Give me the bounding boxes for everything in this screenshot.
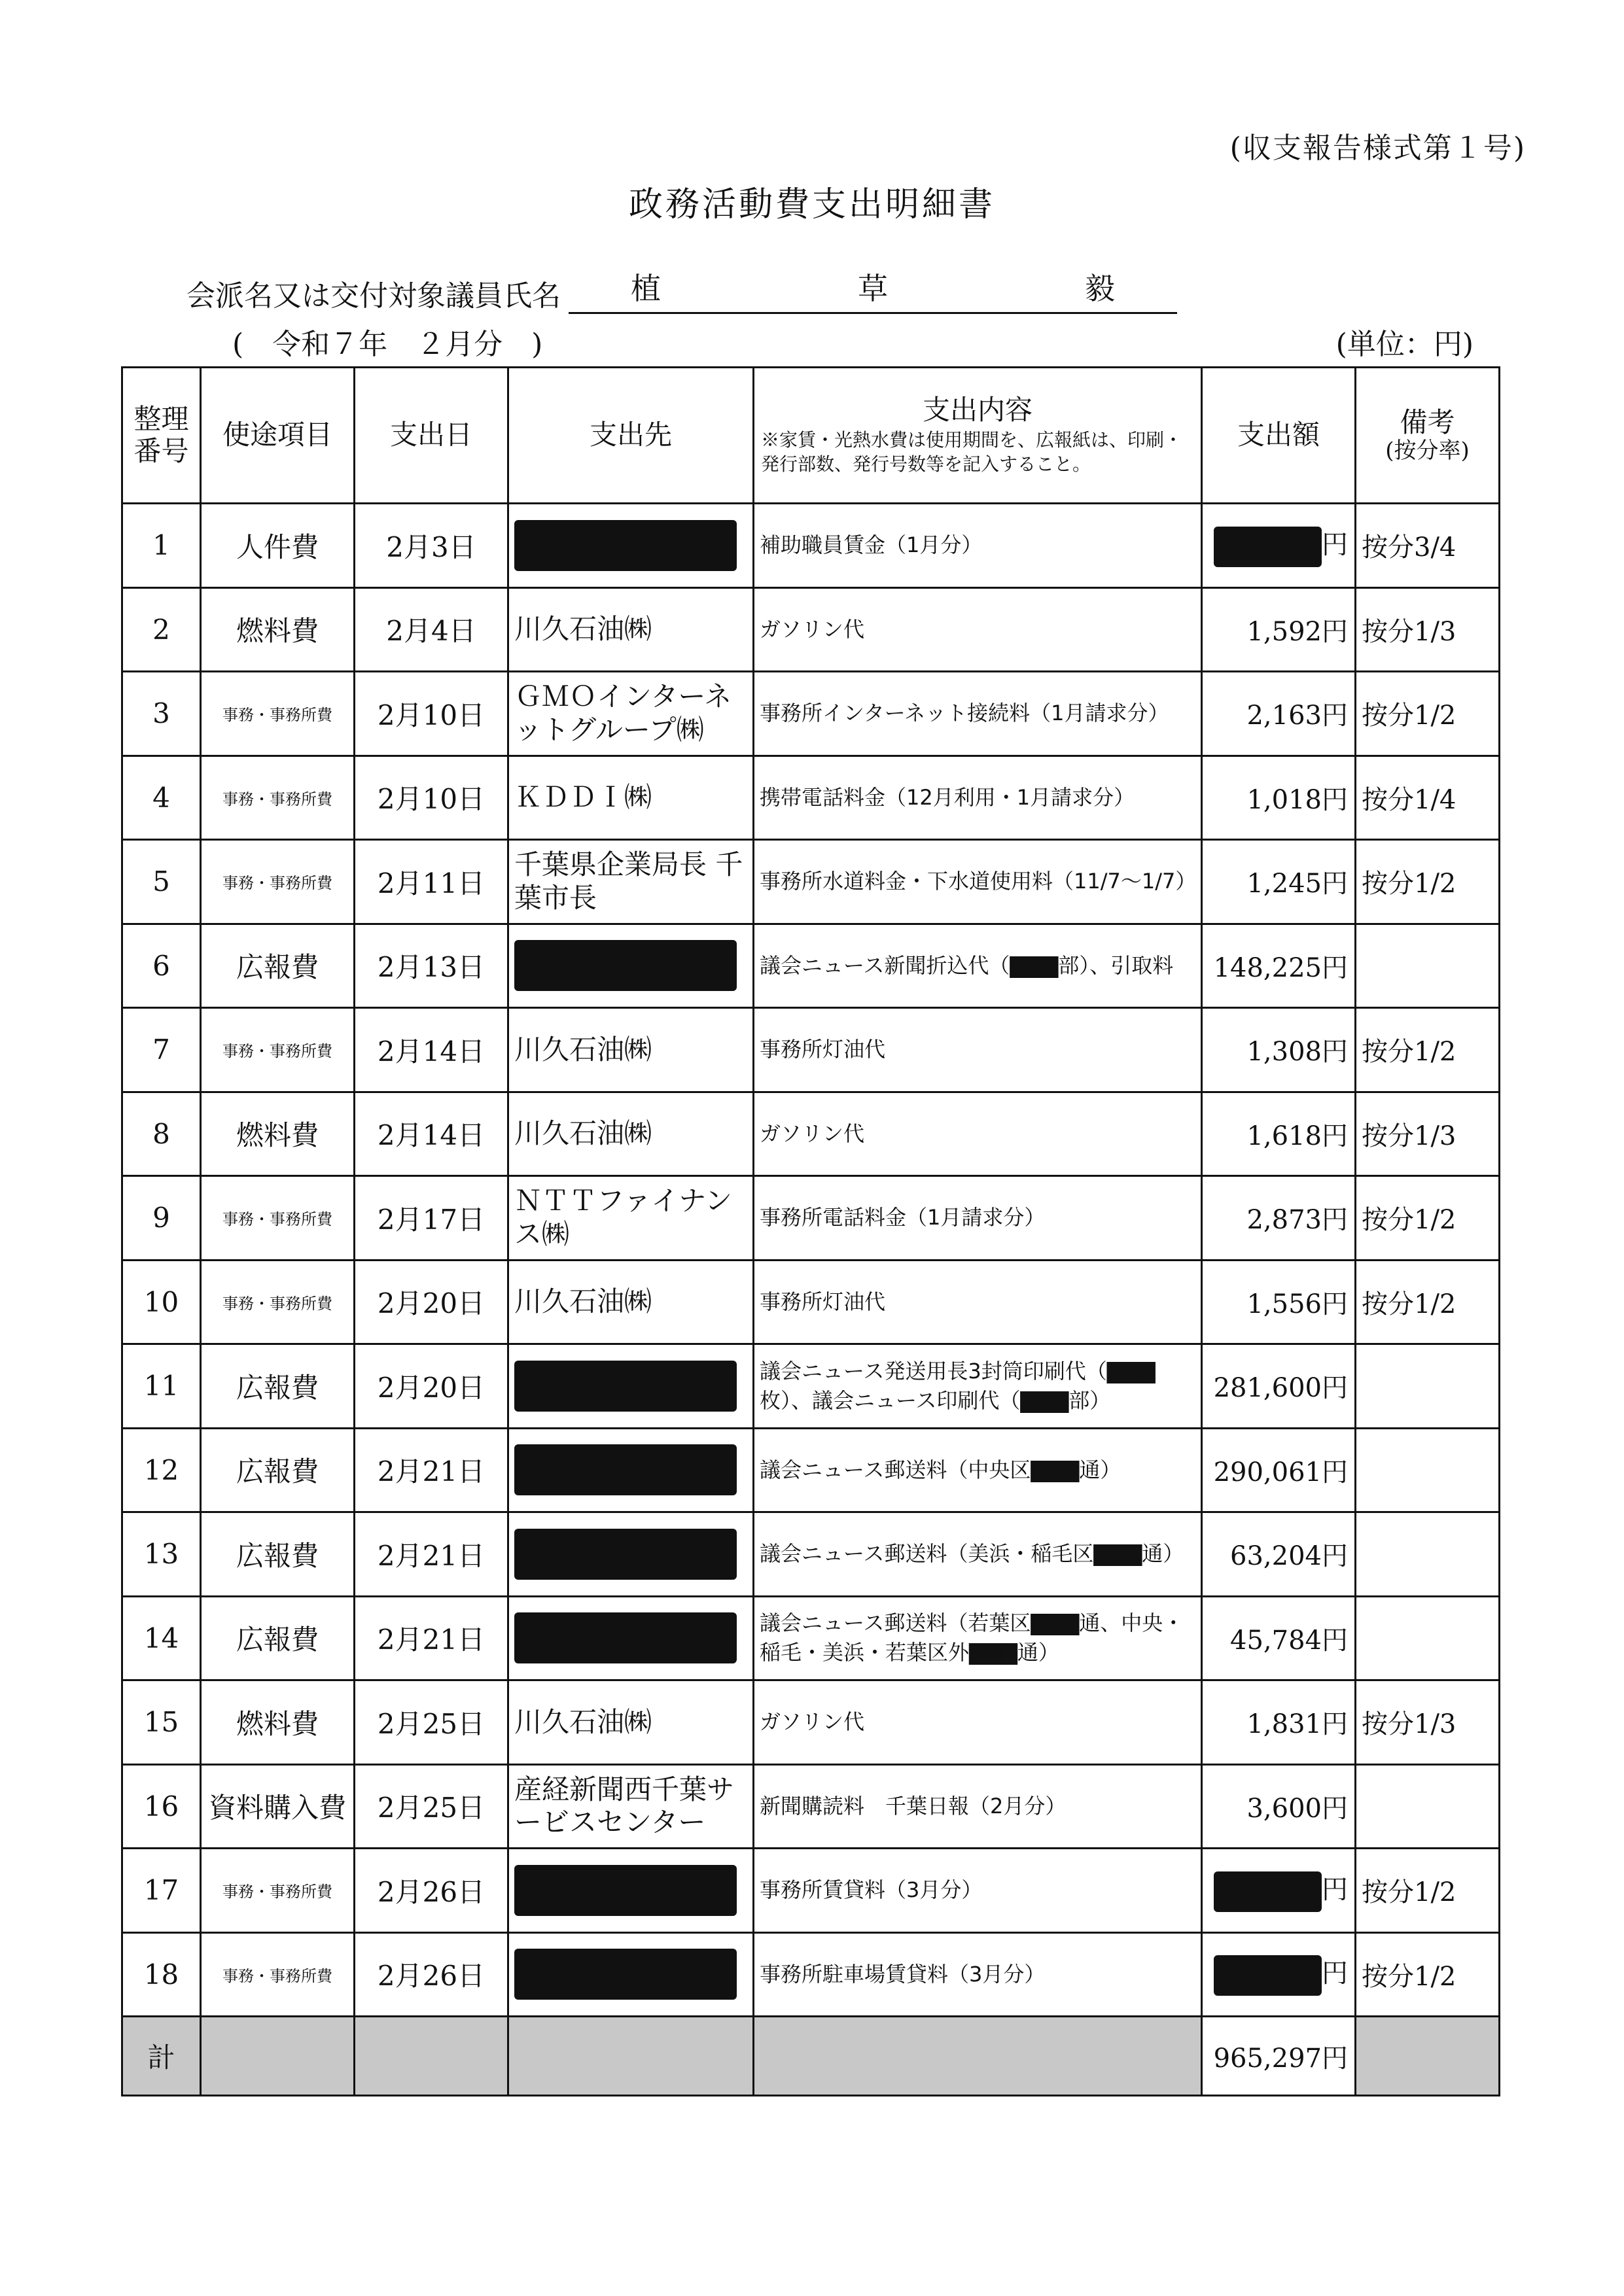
row-note: 按分1/3 <box>1356 587 1500 672</box>
row-number: 3 <box>122 672 201 756</box>
row-note: 按分1/2 <box>1356 840 1500 924</box>
total-empty-cell <box>201 2017 355 2096</box>
row-note <box>1356 924 1500 1008</box>
member-name-label: 会派名又は交付対象議員氏名 <box>186 279 561 313</box>
row-payee: 川久石油㈱ <box>508 587 754 672</box>
row-number: 2 <box>122 587 201 672</box>
redaction-block <box>514 1529 737 1580</box>
row-category: 燃料費 <box>201 587 355 672</box>
table-row <box>122 756 1500 840</box>
row-amount <box>1202 504 1356 588</box>
row-category: 広報費 <box>201 1512 355 1597</box>
table-row <box>122 840 1500 924</box>
member-name-char: 毅 <box>1085 271 1115 306</box>
row-note: 按分1/2 <box>1356 672 1500 756</box>
table-row <box>122 1344 1500 1429</box>
row-note <box>1356 1596 1500 1680</box>
row-category: 燃料費 <box>201 1092 355 1176</box>
column-header-note <box>1356 368 1500 504</box>
row-amount: 1,592円 <box>1202 587 1356 672</box>
unit-label: (単位：円) <box>1335 328 1474 361</box>
row-date: 2月21日 <box>355 1428 508 1512</box>
redaction-block <box>514 1949 737 2000</box>
row-amount: 3,600円 <box>1202 1764 1356 1849</box>
row-amount: 290,061円 <box>1202 1428 1356 1512</box>
table-row <box>122 1764 1500 1849</box>
redaction-block <box>514 1444 737 1495</box>
row-date: 2月21日 <box>355 1596 508 1680</box>
note-header-sub: (按分率) <box>1385 438 1470 464</box>
form-number: (収支報告様式第１号) <box>1229 131 1526 165</box>
total-empty-cell <box>355 2017 508 2096</box>
row-note: 按分1/2 <box>1356 1849 1500 1933</box>
row-category: 人件費 <box>201 504 355 588</box>
row-amount: 45,784円 <box>1202 1596 1356 1680</box>
member-name-char: 草 <box>858 271 888 306</box>
row-description: 補助職員賃金（1月分） <box>754 504 1202 588</box>
total-empty-cell <box>754 2017 1202 2096</box>
total-amount: 965,297円 <box>1202 2017 1356 2096</box>
table-row <box>122 1092 1500 1176</box>
row-payee: ＧＭＯインターネットグループ㈱ <box>508 672 754 756</box>
row-category: 広報費 <box>201 1596 355 1680</box>
row-category: 広報費 <box>201 1428 355 1512</box>
row-number: 11 <box>122 1344 201 1429</box>
row-amount: 1,618円 <box>1202 1092 1356 1176</box>
row-description: 新聞購読料 千葉日報（2月分） <box>754 1764 1202 1849</box>
row-number: 10 <box>122 1260 201 1344</box>
row-category: 広報費 <box>201 1344 355 1429</box>
row-description: 議会ニュース新聞折込代（▇▇▇部）、引取料 <box>754 924 1202 1008</box>
row-category: 事務・事務所費 <box>201 1008 355 1092</box>
table-row <box>122 1512 1500 1597</box>
column-header-category: 使途項目 <box>201 368 355 504</box>
row-payee <box>508 1428 754 1512</box>
member-name-row <box>186 265 1177 314</box>
row-date: 2月14日 <box>355 1092 508 1176</box>
row-description: 事務所駐車場賃貸料（3月分） <box>754 1932 1202 2017</box>
row-payee <box>508 1596 754 1680</box>
row-number: 7 <box>122 1008 201 1092</box>
row-date: 2月26日 <box>355 1849 508 1933</box>
row-amount <box>1202 1932 1356 2017</box>
row-payee: 川久石油㈱ <box>508 1260 754 1344</box>
row-payee: 川久石油㈱ <box>508 1680 754 1765</box>
row-category: 資料購入費 <box>201 1764 355 1849</box>
column-header-date: 支出日 <box>355 368 508 504</box>
row-amount: 2,873円 <box>1202 1176 1356 1261</box>
row-date: 2月17日 <box>355 1176 508 1261</box>
redaction-block <box>514 520 737 571</box>
row-payee: ＮＴＴファイナンス㈱ <box>508 1176 754 1261</box>
row-note <box>1356 1512 1500 1597</box>
row-note: 按分3/4 <box>1356 504 1500 588</box>
row-amount: 2,163円 <box>1202 672 1356 756</box>
amount-unit: 円 <box>1322 529 1348 560</box>
row-payee <box>508 504 754 588</box>
row-amount: 1,018円 <box>1202 756 1356 840</box>
expense-table <box>121 366 1500 2096</box>
row-payee <box>508 1344 754 1429</box>
row-number: 1 <box>122 504 201 588</box>
row-note: 按分1/3 <box>1356 1680 1500 1765</box>
row-number: 8 <box>122 1092 201 1176</box>
row-number: 4 <box>122 756 201 840</box>
row-date: 2月26日 <box>355 1932 508 2017</box>
row-date: 2月10日 <box>355 672 508 756</box>
row-payee <box>508 1932 754 2017</box>
total-empty-cell <box>1356 2017 1500 2096</box>
row-description: 事務所賃貸料（3月分） <box>754 1849 1202 1933</box>
table-row <box>122 672 1500 756</box>
column-header-payee: 支出先 <box>508 368 754 504</box>
table-row <box>122 1849 1500 1933</box>
row-date: 2月25日 <box>355 1680 508 1765</box>
column-header-no: 整理番号 <box>122 368 201 504</box>
row-number: 5 <box>122 840 201 924</box>
row-category: 事務・事務所費 <box>201 1176 355 1261</box>
row-category: 事務・事務所費 <box>201 840 355 924</box>
row-amount: 1,308円 <box>1202 1008 1356 1092</box>
row-payee <box>508 1512 754 1597</box>
row-date: 2月25日 <box>355 1764 508 1849</box>
row-note: 按分1/2 <box>1356 1008 1500 1092</box>
table-body <box>122 504 1500 2017</box>
table-row <box>122 1008 1500 1092</box>
row-payee: 産経新聞西千葉サービスセンター <box>508 1764 754 1849</box>
row-note: 按分1/3 <box>1356 1092 1500 1176</box>
row-date: 2月3日 <box>355 504 508 588</box>
row-description: 議会ニュース郵送料（若葉区▇▇▇通、中央・稲毛・美浜・若葉区外▇▇▇通） <box>754 1596 1202 1680</box>
row-note: 按分1/2 <box>1356 1260 1500 1344</box>
row-date: 2月10日 <box>355 756 508 840</box>
row-number: 15 <box>122 1680 201 1765</box>
table-row <box>122 587 1500 672</box>
table-row <box>122 1260 1500 1344</box>
redaction-block <box>1214 527 1322 567</box>
row-note: 按分1/4 <box>1356 756 1500 840</box>
row-payee: ＫＤＤＩ㈱ <box>508 756 754 840</box>
row-number: 18 <box>122 1932 201 2017</box>
row-description: ガソリン代 <box>754 1092 1202 1176</box>
row-description: 事務所電話料金（1月請求分） <box>754 1176 1202 1261</box>
row-note <box>1356 1344 1500 1429</box>
redaction-block <box>1214 1871 1322 1912</box>
member-name-char: 植 <box>631 271 661 306</box>
redaction-block <box>514 1865 737 1916</box>
row-payee: 千葉県企業局長 千葉市長 <box>508 840 754 924</box>
row-payee <box>508 924 754 1008</box>
row-date: 2月13日 <box>355 924 508 1008</box>
description-header-title: 支出内容 <box>922 393 1033 426</box>
row-date: 2月20日 <box>355 1344 508 1429</box>
row-category: 広報費 <box>201 924 355 1008</box>
row-note: 按分1/2 <box>1356 1932 1500 2017</box>
row-date: 2月14日 <box>355 1008 508 1092</box>
row-description: 議会ニュース郵送料（美浜・稲毛区▇▇▇通） <box>754 1512 1202 1597</box>
total-row <box>122 2017 1500 2096</box>
table-row <box>122 924 1500 1008</box>
table-row <box>122 1680 1500 1765</box>
column-header-amount: 支出額 <box>1202 368 1356 504</box>
row-description: 議会ニュース発送用長3封筒印刷代（▇▇▇枚）、議会ニュース印刷代（▇▇▇部） <box>754 1344 1202 1429</box>
row-description: 事務所灯油代 <box>754 1008 1202 1092</box>
redaction-block <box>514 1612 737 1663</box>
row-number: 9 <box>122 1176 201 1261</box>
table-row <box>122 1176 1500 1261</box>
row-number: 14 <box>122 1596 201 1680</box>
total-empty-cell <box>508 2017 754 2096</box>
row-description: 議会ニュース郵送料（中央区▇▇▇通） <box>754 1428 1202 1512</box>
row-description: ガソリン代 <box>754 587 1202 672</box>
row-amount: 1,245円 <box>1202 840 1356 924</box>
row-payee <box>508 1849 754 1933</box>
row-date: 2月11日 <box>355 840 508 924</box>
row-number: 12 <box>122 1428 201 1512</box>
row-date: 2月20日 <box>355 1260 508 1344</box>
redaction-block <box>514 940 737 991</box>
row-category: 事務・事務所費 <box>201 1260 355 1344</box>
total-label: 計 <box>122 2017 201 2096</box>
row-category: 燃料費 <box>201 1680 355 1765</box>
row-number: 13 <box>122 1512 201 1597</box>
row-note: 按分1/2 <box>1356 1176 1500 1261</box>
row-payee: 川久石油㈱ <box>508 1008 754 1092</box>
row-category: 事務・事務所費 <box>201 1932 355 2017</box>
row-amount <box>1202 1849 1356 1933</box>
row-note <box>1356 1428 1500 1512</box>
amount-unit: 円 <box>1322 1874 1348 1905</box>
row-category: 事務・事務所費 <box>201 756 355 840</box>
report-period: ( 令和７年 ２月分 ) <box>232 328 543 361</box>
table-header-row <box>122 368 1500 504</box>
table-row <box>122 1428 1500 1512</box>
row-amount: 148,225円 <box>1202 924 1356 1008</box>
row-description: ガソリン代 <box>754 1680 1202 1765</box>
table-row <box>122 504 1500 588</box>
row-description: 事務所水道料金・下水道使用料（11/7～1/7） <box>754 840 1202 924</box>
row-amount: 1,831円 <box>1202 1680 1356 1765</box>
row-category: 事務・事務所費 <box>201 1849 355 1933</box>
amount-unit: 円 <box>1322 1958 1348 1989</box>
row-amount: 63,204円 <box>1202 1512 1356 1597</box>
redaction-block <box>514 1361 737 1412</box>
table-row <box>122 1932 1500 2017</box>
document-title: 政務活動費支出明細書 <box>628 185 995 224</box>
row-amount: 281,600円 <box>1202 1344 1356 1429</box>
redaction-block <box>1214 1955 1322 1996</box>
row-note <box>1356 1764 1500 1849</box>
row-number: 17 <box>122 1849 201 1933</box>
row-description: 事務所インターネット接続料（1月請求分） <box>754 672 1202 756</box>
row-amount: 1,556円 <box>1202 1260 1356 1344</box>
column-header-description <box>754 368 1202 504</box>
member-name-field <box>569 265 1177 314</box>
row-number: 16 <box>122 1764 201 1849</box>
row-date: 2月21日 <box>355 1512 508 1597</box>
row-description: 携帯電話料金（12月利用・1月請求分） <box>754 756 1202 840</box>
row-date: 2月4日 <box>355 587 508 672</box>
note-header-title: 備考 <box>1400 406 1455 438</box>
row-description: 事務所灯油代 <box>754 1260 1202 1344</box>
row-category: 事務・事務所費 <box>201 672 355 756</box>
description-header-note: ※家賃・光熱水費は使用期間を、広報紙は、印刷・発行部数、発行号数等を記入すること。 <box>761 429 1183 475</box>
row-number: 6 <box>122 924 201 1008</box>
row-payee: 川久石油㈱ <box>508 1092 754 1176</box>
table-row <box>122 1596 1500 1680</box>
